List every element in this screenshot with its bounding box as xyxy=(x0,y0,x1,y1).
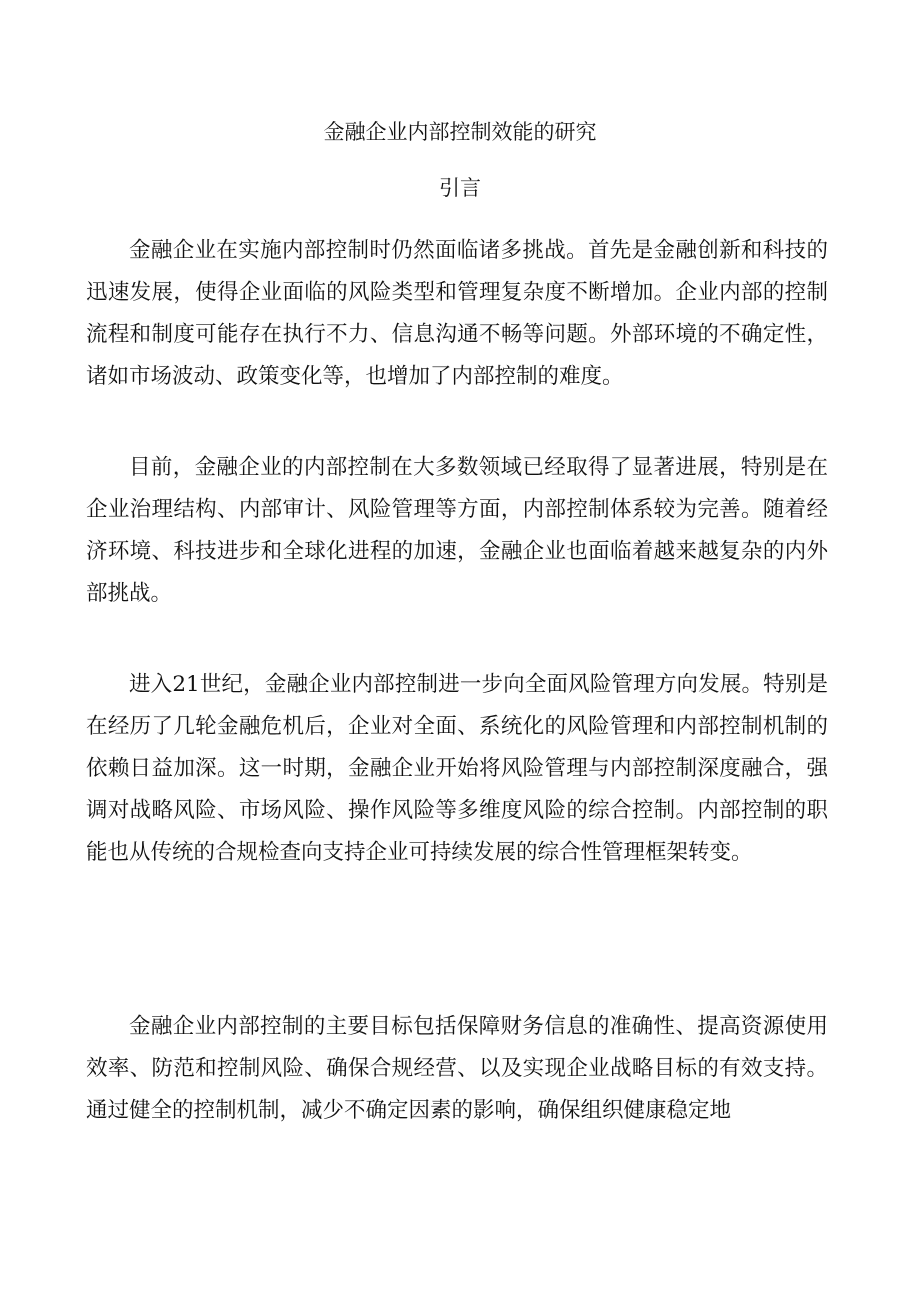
paragraph-2: 目前，金融企业的内部控制在大多数领域已经取得了显著进展，特别是在企业治理结构、内部审计、风险管理等方面，内部控制体系较为完善。随着经济环境、科技进步和全球化进程的加速，金融企业也面临着越来越复杂的内外部挑战。 xyxy=(86,455,828,606)
paragraph-1: 金融企业在实施内部控制时仍然面临诸多挑战。首先是金融创新和科技的迅速发展，使得企业面临的风险类型和管理复杂度不断增加。企业内部的控制流程和制度可能存在执行不力、信息沟通不畅等问题。外部环境的不确定性，诸如市场波动、政策变化等，也增加了内部控制的难度。 xyxy=(86,238,828,389)
paragraph-3: 进入21世纪，金融企业内部控制进一步向全面风险管理方向发展。特别是在经历了几轮金融危机后，企业对全面、系统化的风险管理和内部控制机制的依赖日益加深。这一时期，金融企业开始将风险管理与内部控制深度融合，强调对战略风险、市场风险、操作风险等多维度风险的综合控制。内部控制的职能也从传统的合规检查向支持企业可持续发展的综合性管理框架转变。 xyxy=(86,672,828,865)
paragraph-4: 金融企业内部控制的主要目标包括保障财务信息的准确性、提高资源使用效率、防范和控制风险、确保合规经营、以及实现企业战略目标的有效支持。通过健全的控制机制，减少不确定因素的影响，确保组织健康稳定地 xyxy=(86,1014,828,1123)
section-heading: 引言 xyxy=(439,176,481,200)
document-title: 金融企业内部控制效能的研究 xyxy=(323,120,597,144)
